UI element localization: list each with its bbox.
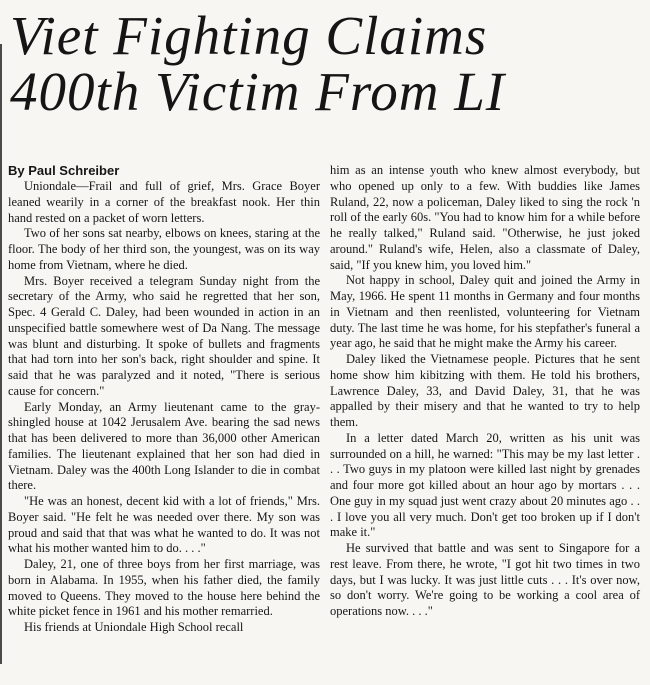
article-column-left — [8, 163, 320, 636]
article-column-right — [330, 163, 640, 620]
paragraph: Daley liked the Vietnamese people. Pictures that he sent home show him kibitzing with them. He told his brothers, Lawrence Daley, 33, and David Daley, 31, that he was appalled by their misery and that he wanted to try to help them. — [330, 352, 640, 429]
headline-line-2: 400th Victim From LI — [10, 61, 506, 122]
paragraph-continued: him as an intense youth who knew almost everybody, but who opened up only to a few. With buddies like James Ruland, 22, now a policeman, Daley liked to sing the rock 'n roll of the early 60s. "You had to know him for a while before he really talked," Ruland said. "Otherwise, he just joked around." Ruland's wife, Helen, also a classmate of Daley, said, "If you knew him, you loved him." — [330, 163, 640, 272]
paragraph: His friends at Uniondale High School recall — [24, 620, 244, 634]
paragraph: He survived that battle and was sent to Singapore for a rest leave. From there, he wrote, "I got hit two times in two days, but I was lucky. It was just little cuts . . . It's over now, so don't worry. We're going to be working a cool area of operations now. . . ." — [330, 541, 640, 618]
column-rule — [0, 44, 2, 664]
byline: By Paul Schreiber — [8, 163, 120, 178]
paragraph: Uniondale—Frail and full of grief, Mrs. Grace Boyer leaned wearily in a corner of the breakfast nook. Her thin hand rested on a packet of worn letters. — [8, 179, 320, 225]
paragraph: "He was an honest, decent kid with a lot of friends," Mrs. Boyer said. "He felt he was needed over there. My son was proud and said that that was what he wanted to do. It was not what his mother wanted him to do. . . ." — [8, 494, 320, 556]
paragraph: Daley, 21, one of three boys from her first marriage, was born in Alabama. In 1955, when his father died, the family moved to Queens. They moved to the house here behind the white picket fence in 1961 and his mother remarried. — [8, 557, 320, 619]
paragraph: Two of her sons sat nearby, elbows on knees, staring at the floor. The body of her third son, the youngest, was on its way home from Vietnam, where he died. — [8, 226, 320, 272]
paragraph: Early Monday, an Army lieutenant came to the gray-shingled house at 1042 Jerusalem Ave. bearing the sad news that has been delivered to more than 36,000 other American families. The lieutenant explained that her son had died in Vietnam. Daley was the 400th Long Islander to die in combat there. — [8, 399, 320, 493]
headline-line-1: Viet Fighting Claims — [10, 5, 488, 66]
headline — [10, 5, 650, 122]
paragraph: Not happy in school, Daley quit and joined the Army in May, 1966. He spent 11 months in Germany and four months in Vietnam and then reenlisted, volunteering for Vietnam duty. The last time he was home, for his stepfather's funeral a year ago, he said that he might make the Army his career. — [330, 273, 640, 351]
paragraph: In a letter dated March 20, written as his unit was surrounded on a hill, he warned: "This may be my last letter . . . Two guys in my platoon were killed last night by grenades and four more got killed about an hour ago by mortars . . . One guy in my squad just went crazy about 20 minutes ago . . . I love you all very much. Don't get too broken up if I don't make it." — [330, 430, 640, 540]
paragraph: Mrs. Boyer received a telegram Sunday night from the secretary of the Army, who said he regretted that her son, Spec. 4 Gerald C. Daley, had been wounded in action in an unspecified battle somewhere west of Da Nang. The message was blunt and disturbing. It spoke of bullets and fragments that had torn into her son's back, right shoulder and spine. It said that he was paralyzed and it noted, "There is serious cause for concern." — [8, 273, 320, 398]
